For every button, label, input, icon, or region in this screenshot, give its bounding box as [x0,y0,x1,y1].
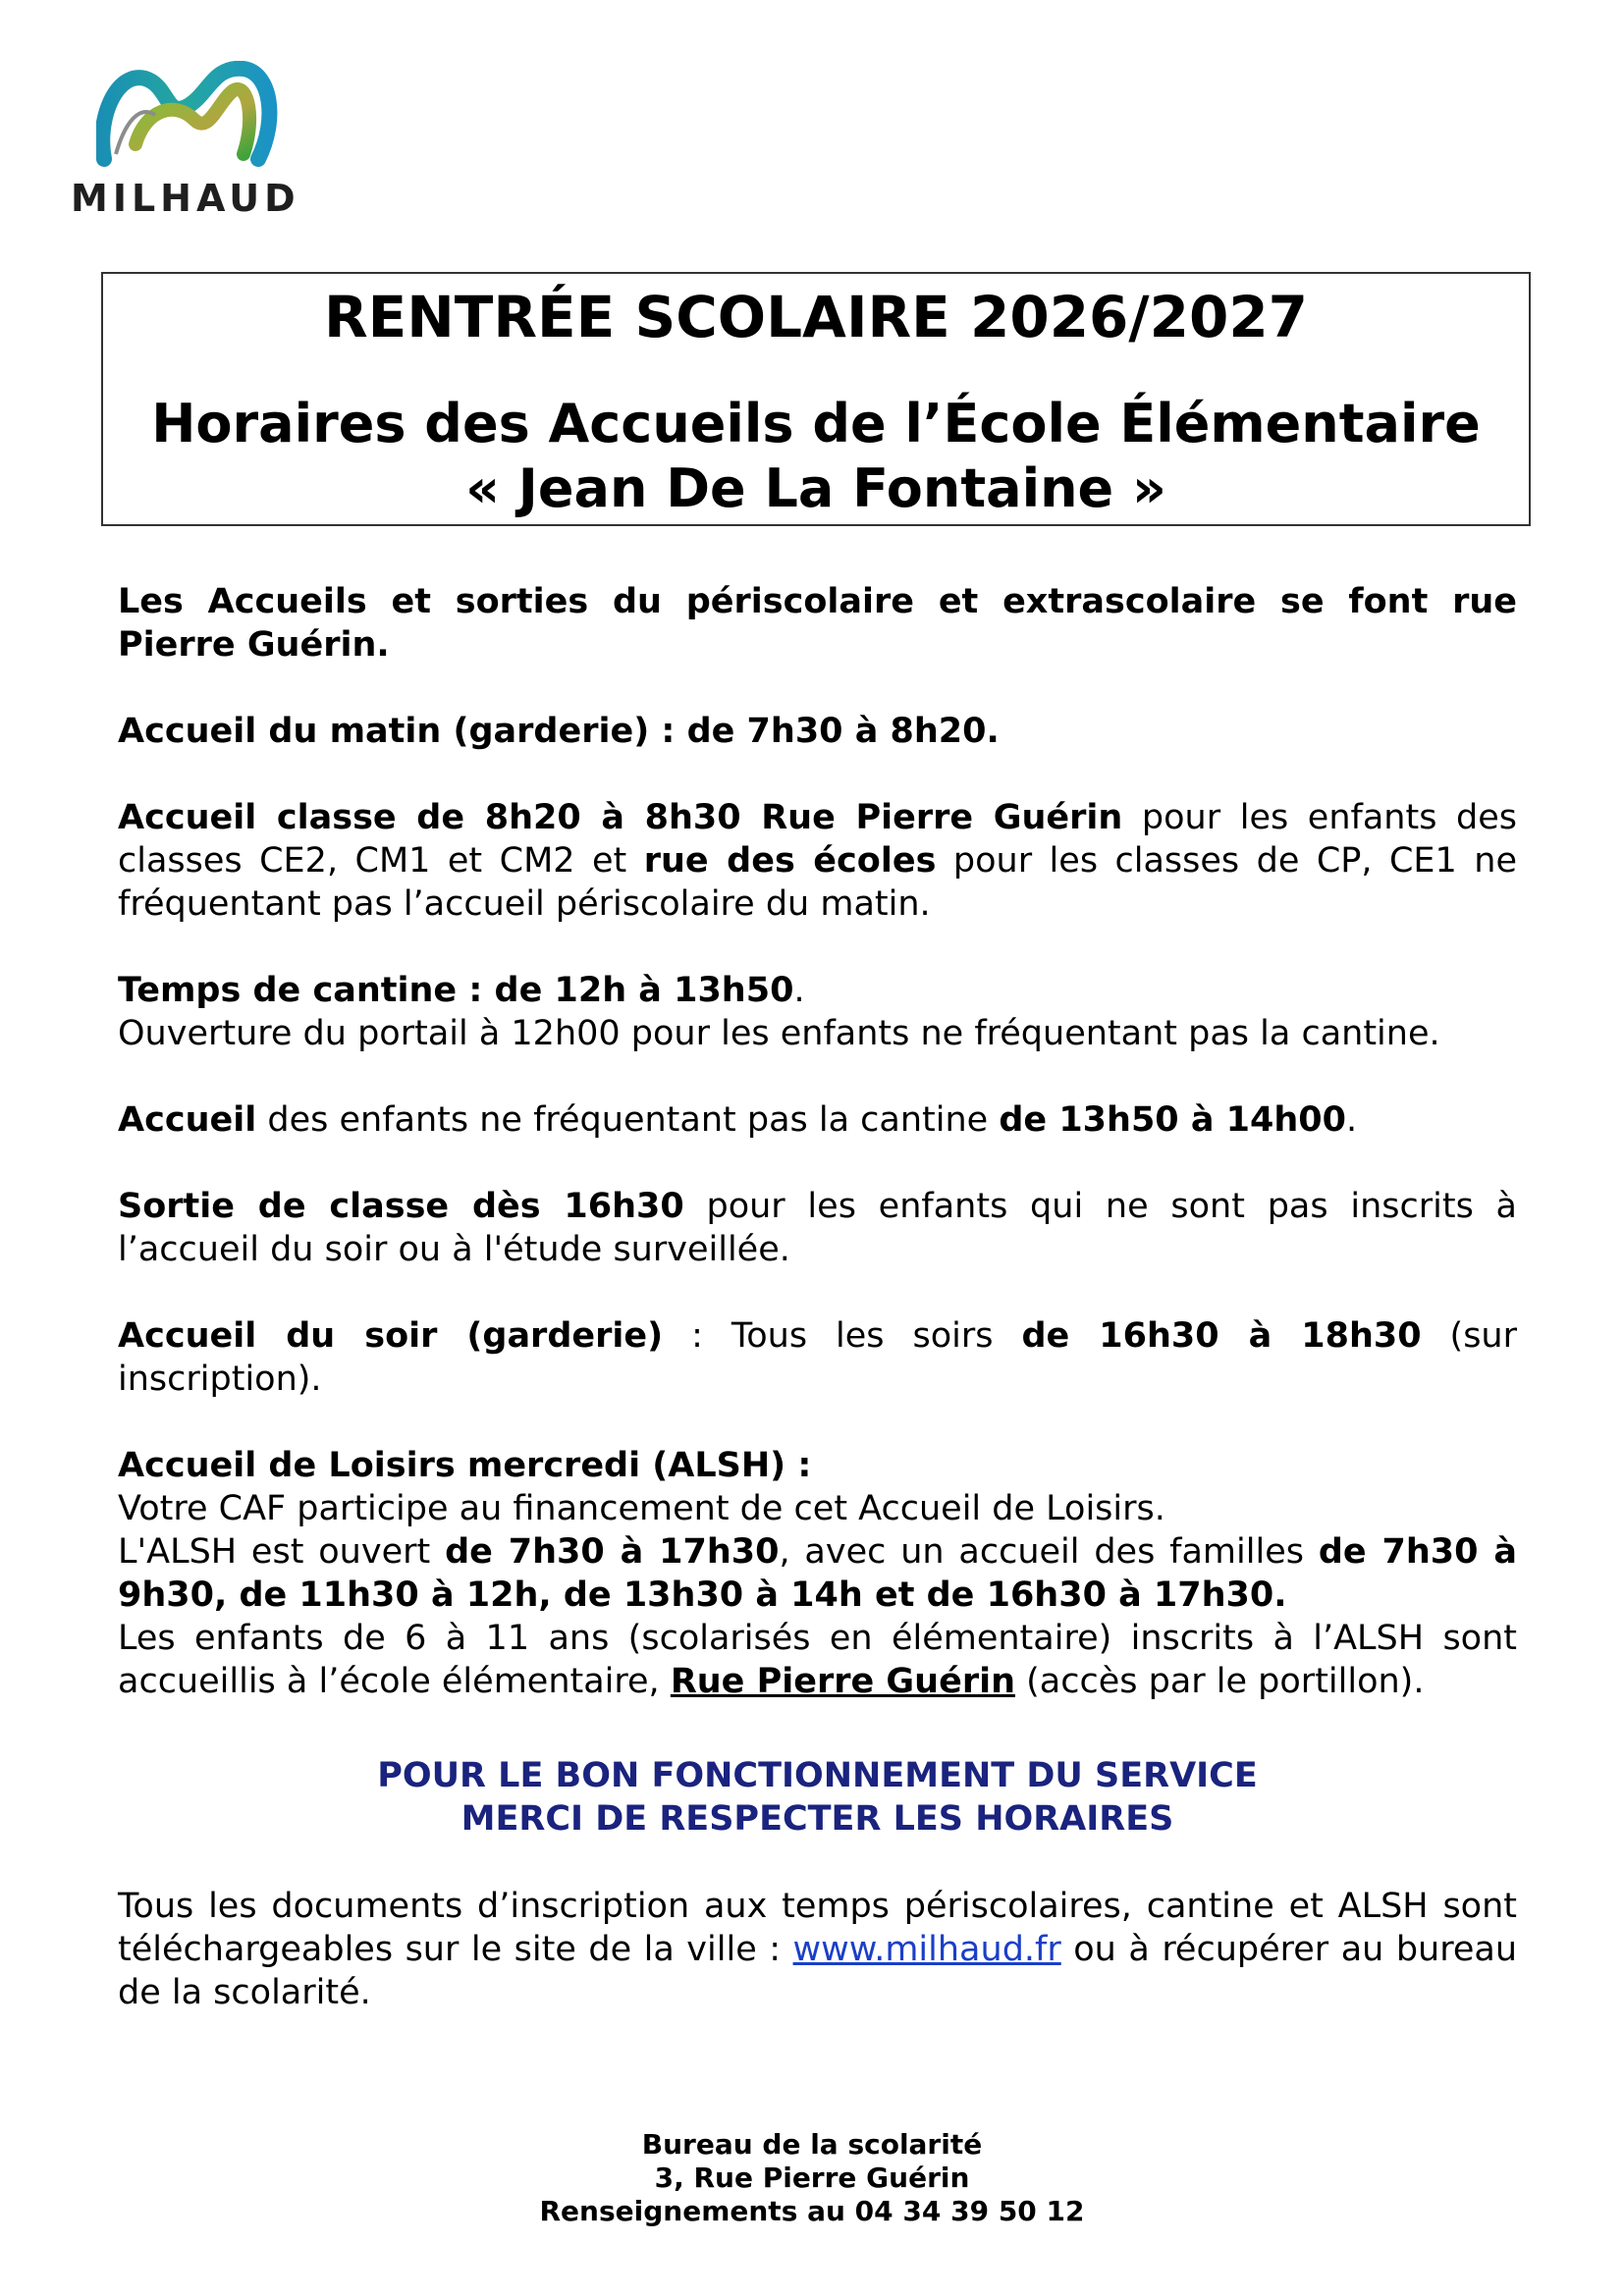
documents-paragraph [118,1885,1517,2014]
alsh-text-4: (accès par le portillon). [1015,1662,1425,1701]
evening-bold-1: Accueil du soir (garderie) [118,1316,664,1356]
title-box [101,272,1531,526]
alsh-address: Rue Pierre Guérin [670,1662,1015,1701]
footer [0,2128,1624,2228]
alsh-text-1: L'ALSH est ouvert [118,1532,446,1572]
exit-text: pour les enfants qui ne sont pas inscrits à l’accueil du soir ou à l'étude surveillée. [118,1187,1517,1269]
alsh-heading: Accueil de Loisirs mercredi (ALSH) : [118,1446,812,1485]
class-entry-bold-2: rue des écoles [643,841,937,881]
milhaud-logo-icon [96,61,283,169]
subtitle-line-2: « Jean De La Fontaine » [465,456,1166,519]
midday-bold-1: Accueil [118,1100,257,1140]
canteen-gate-text: Ouverture du portail à 12h00 pour les enfants ne fréquentant pas la cantine. [118,1014,1440,1053]
morning-paragraph [118,710,1517,753]
intro-text: Les Accueils et sorties du périscolaire et extrascolaire se font rue Pierre Guérin. [118,582,1517,665]
evening-text-2: (sur inscription). [118,1316,1517,1399]
intro-paragraph [118,580,1517,667]
midday-text-1: des enfants ne fréquentant pas la cantine [256,1100,1000,1140]
alsh-paragraph [118,1444,1517,1703]
alsh-text-3: Les enfants de 6 à 11 ans (scolarisés en élémentaire) inscrits à l’ALSH sont accueillis à l’école élémentaire, [118,1619,1517,1701]
class-entry-text-2: pour les classes de CP, CE1 ne fréquentant pas l’accueil périscolaire du matin. [118,841,1517,924]
canteen-paragraph [118,969,1517,1055]
subtitle-line-1: Horaires des Accueils de l’École Élémentaire [151,393,1481,454]
exit-paragraph [118,1185,1517,1271]
midday-paragraph [118,1098,1517,1142]
evening-paragraph [118,1314,1517,1401]
footer-phone: Renseignements au 04 34 39 50 12 [539,2195,1085,2227]
alsh-bold-2: de 7h30 à 9h30, de 11h30 à 12h, de 13h30 à 14h et de 16h30 à 17h30. [118,1532,1517,1615]
alsh-text-2: , avec un accueil des familles [779,1532,1319,1572]
exit-bold: Sortie de classe dès 16h30 [118,1187,684,1226]
class-entry-text-1: pour les enfants des classes CE2, CM1 et CM2 et [118,798,1517,881]
document-subtitle [103,392,1529,521]
notice-line-2: MERCI DE RESPECTER LES HORAIRES [460,1799,1174,1839]
document-body [118,580,1517,1703]
midday-bold-2: de 13h50 à 14h00 [999,1100,1346,1140]
evening-bold-2: de 16h30 à 18h30 [1021,1316,1422,1356]
footer-office: Bureau de la scolarité [641,2128,983,2161]
midday-text-2: . [1345,1100,1358,1140]
evening-text-1: : Tous les soirs [663,1316,1022,1356]
website-link[interactable]: www.milhaud.fr [792,1930,1061,1969]
canteen-period: . [793,971,805,1010]
morning-text: Accueil du matin (garderie) : de 7h30 à 8h20. [118,712,1000,751]
alsh-caf-text: Votre CAF participe au financement de cet Accueil de Loisirs. [118,1489,1165,1528]
document-title: RENTRÉE SCOLAIRE 2026/2027 [323,284,1309,350]
notice-line-1: POUR LE BON FONCTIONNEMENT DU SERVICE [377,1756,1258,1795]
logo-text: MILHAUD [71,177,300,220]
class-entry-paragraph [118,796,1517,926]
milhaud-logo [67,61,312,228]
documents-text-1: Tous les documents d’inscription aux temps périscolaires, cantine et ALSH sont téléchargeables sur le site de la ville : [118,1887,1517,1969]
documents-text-2: ou à récupérer au bureau de la scolarité. [118,1930,1518,2012]
alsh-bold-1: de 7h30 à 17h30 [445,1532,780,1572]
canteen-bold: Temps de cantine : de 12h à 13h50 [118,971,794,1010]
class-entry-bold-1: Accueil classe de 8h20 à 8h30 Rue Pierre Guérin [118,798,1123,837]
footer-address: 3, Rue Pierre Guérin [654,2162,970,2194]
service-notice [118,1754,1517,1841]
